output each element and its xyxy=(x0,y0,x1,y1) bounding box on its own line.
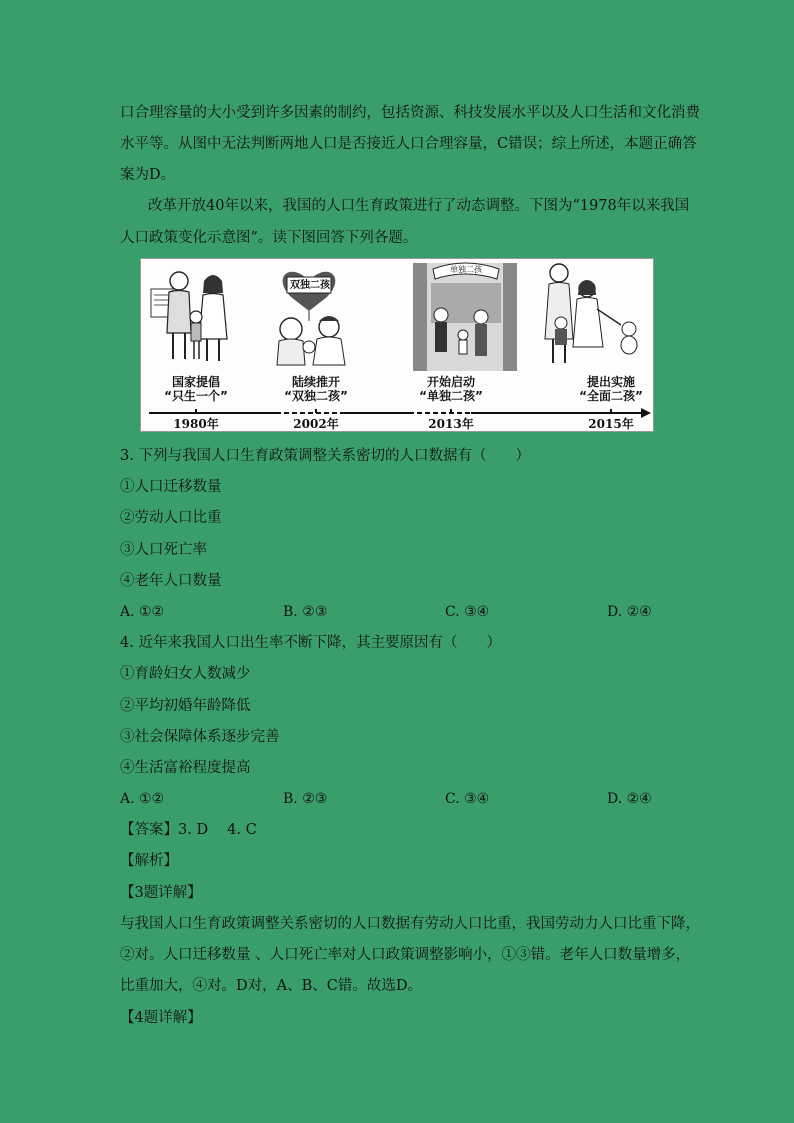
q4-option-a: A. ①② xyxy=(120,791,165,807)
q4-item-4: ④生活富裕程度提高 xyxy=(120,760,251,776)
year-2002: 2002年 xyxy=(293,417,339,431)
balloon-label: 双独二孩 xyxy=(290,280,330,291)
stem-line-1: 改革开放40年以来，我国的人口生育政策进行了动态调整。下图为“1978年以来我国 xyxy=(148,198,690,214)
q3-item-4: ④老年人口数量 xyxy=(120,573,222,589)
policy-cartoon-illustration xyxy=(141,259,653,431)
caption-2015-line2: “全面二孩” xyxy=(579,389,643,403)
panel-1980-illustration xyxy=(151,272,227,361)
answer-line: 【答案】3. D 4. C xyxy=(120,822,257,838)
caption-2013-line2: “单独二孩” xyxy=(419,389,483,403)
detail-3-heading: 【3题详解】 xyxy=(120,885,202,901)
detail-3-line-2: ②对。人口迁移数量 、人口死亡率对人口政策调整影响小，①③错。老年人口数量增多， xyxy=(120,947,691,963)
year-1980: 1980年 xyxy=(173,417,219,431)
caption-2002-line2: “双独二孩” xyxy=(284,389,348,403)
q4-item-1: ①育龄妇女人数减少 xyxy=(120,666,251,682)
q4-stem: 4. 近年来我国人口出生率不断下降，其主要原因有（ ） xyxy=(120,635,501,651)
intro-line-1: 口合理容量的大小受到许多因素的制约，包括资源、科技发展水平以及人口生活和文化消费 xyxy=(120,105,700,121)
q3-item-3: ③人口死亡率 xyxy=(120,542,207,558)
caption-2015 xyxy=(561,375,661,403)
caption-1980-line2: “只生一个” xyxy=(164,389,228,403)
q3-item-2: ②劳动人口比重 xyxy=(120,510,222,526)
q3-option-a: A. ①② xyxy=(120,604,165,620)
year-2013: 2013年 xyxy=(428,417,474,431)
stem-line-2: 人口政策变化示意图”。读下图回答下列各题。 xyxy=(120,230,418,246)
q3-option-d: D. ②④ xyxy=(607,604,652,620)
panel-2015-illustration xyxy=(545,264,637,363)
q4-option-d: D. ②④ xyxy=(607,791,652,807)
caption-2013 xyxy=(401,375,501,403)
intro-line-2: 水平等。从图中无法判断两地人口是否接近人口合理容量，C错误；综上所述，本题正确答 xyxy=(120,136,697,152)
caption-2002 xyxy=(266,375,366,403)
caption-1980-line1: 国家提倡 xyxy=(171,375,220,389)
caption-2013-line1: 开始启动 xyxy=(426,375,475,389)
panel-2013-illustration xyxy=(413,263,517,371)
policy-timeline-figure xyxy=(140,258,654,432)
q4-item-3: ③社会保障体系逐步完善 xyxy=(120,729,280,745)
detail-4-heading: 【4题详解】 xyxy=(120,1010,202,1026)
q4-option-b: B. ②③ xyxy=(283,791,328,807)
caption-2002-line1: 陆续推开 xyxy=(291,375,340,389)
banner-label: 单独二孩 xyxy=(450,265,482,274)
analysis-heading: 【解析】 xyxy=(120,853,178,869)
year-2015: 2015年 xyxy=(588,417,634,431)
q4-item-2: ②平均初婚年龄降低 xyxy=(120,698,251,714)
q3-item-1: ①人口迁移数量 xyxy=(120,479,222,495)
q3-option-c: C. ③④ xyxy=(445,604,490,620)
intro-line-3: 案为D。 xyxy=(120,167,176,183)
detail-3-line-3: 比重加大，④对。D对，A、B、C错。故选D。 xyxy=(120,978,422,994)
caption-2015-line1: 提出实施 xyxy=(586,375,635,389)
q4-options xyxy=(120,789,680,809)
q3-options xyxy=(120,602,680,622)
caption-1980 xyxy=(146,375,246,403)
q3-option-b: B. ②③ xyxy=(283,604,328,620)
q3-stem: 3. 下列与我国人口生育政策调整关系密切的人口数据有（ ） xyxy=(120,448,530,464)
q4-option-c: C. ③④ xyxy=(445,791,490,807)
detail-3-line-1: 与我国人口生育政策调整关系密切的人口数据有劳动人口比重，我国劳动力人口比重下降， xyxy=(120,916,700,932)
